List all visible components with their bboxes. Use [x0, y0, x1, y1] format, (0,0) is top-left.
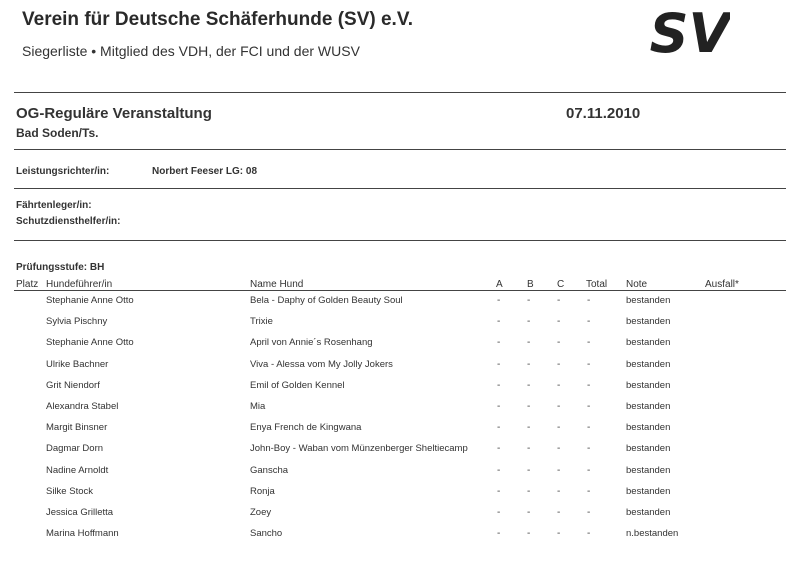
- col-header-dog: Name Hund: [250, 279, 304, 290]
- cell-dog: Emil of Golden Kennel: [250, 379, 345, 391]
- cell-c: -: [557, 316, 561, 328]
- cell-a: -: [497, 358, 501, 370]
- cell-dog: Trixie: [250, 316, 273, 328]
- cell-note: bestanden: [626, 485, 671, 497]
- cell-note: bestanden: [626, 443, 671, 455]
- cell-total: -: [587, 295, 591, 306]
- cell-b: -: [527, 443, 531, 455]
- judge-label: Leistungsrichter/in:: [16, 166, 110, 177]
- divider-event: [14, 149, 786, 150]
- cell-handler: Alexandra Stabel: [46, 401, 119, 412]
- cell-c: -: [557, 528, 561, 540]
- cell-note: bestanden: [626, 316, 671, 328]
- cell-total: -: [587, 507, 591, 518]
- cell-a: -: [497, 295, 501, 306]
- cell-c: -: [557, 401, 561, 412]
- cell-a: -: [497, 464, 501, 476]
- cell-b: -: [527, 422, 531, 434]
- cell-dog: Mia: [250, 401, 266, 412]
- cell-note: bestanden: [626, 295, 671, 306]
- cell-handler: Ulrike Bachner: [46, 358, 109, 370]
- cell-note: bestanden: [626, 401, 671, 412]
- cell-a: -: [497, 507, 501, 518]
- cell-total: -: [587, 401, 591, 412]
- cell-c: -: [557, 464, 561, 476]
- cell-total: -: [587, 337, 591, 349]
- cell-a: -: [497, 401, 501, 412]
- cell-c: -: [557, 337, 561, 349]
- cell-dog: Ronja: [250, 485, 275, 497]
- judge-value: Norbert Feeser LG: 08: [152, 166, 258, 177]
- cell-c: -: [557, 443, 561, 455]
- cell-b: -: [527, 464, 531, 476]
- cell-note: n.bestanden: [626, 528, 679, 540]
- cell-a: -: [497, 528, 501, 540]
- cell-total: -: [587, 443, 591, 455]
- divider-judge: [14, 188, 786, 189]
- divider-top: [14, 92, 786, 93]
- event-name: OG-Reguläre Veranstaltung: [16, 105, 212, 122]
- logo-lettering: SV: [650, 4, 730, 60]
- cell-dog: Enya French de Kingwana: [250, 422, 362, 434]
- cell-dog: Viva - Alessa vom My Jolly Jokers: [250, 358, 393, 370]
- event-location: Bad Soden/Ts.: [16, 126, 99, 140]
- cell-b: -: [527, 379, 531, 391]
- cell-handler: Grit Niendorf: [46, 379, 100, 391]
- cell-note: bestanden: [626, 422, 671, 434]
- col-header-note: Note: [626, 279, 648, 290]
- cell-c: -: [557, 507, 561, 518]
- cell-total: -: [587, 485, 591, 497]
- cell-handler: Margit Binsner: [46, 422, 108, 434]
- divider-table-header: [14, 290, 786, 291]
- tracklayer-label: Fährtenleger/in:: [16, 200, 92, 211]
- cell-b: -: [527, 358, 531, 370]
- cell-dog: Sancho: [250, 528, 283, 540]
- col-header-c: C: [557, 279, 565, 290]
- col-header-a: A: [496, 279, 503, 290]
- helper-label: Schutzdiensthelfer/in:: [16, 216, 121, 227]
- cell-note: bestanden: [626, 379, 671, 391]
- cell-c: -: [557, 422, 561, 434]
- cell-handler: Jessica Grilletta: [46, 507, 114, 518]
- cell-note: bestanden: [626, 358, 671, 370]
- cell-b: -: [527, 316, 531, 328]
- cell-c: -: [557, 485, 561, 497]
- cell-a: -: [497, 485, 501, 497]
- event-date: 07.11.2010: [566, 105, 641, 122]
- cell-a: -: [497, 379, 501, 391]
- cell-handler: Sylvia Pischny: [46, 316, 108, 328]
- cell-dog: April von Annie´s Rosenhang: [250, 337, 373, 349]
- cell-dog: John-Boy - Waban vom Münzenberger Sheltiecamp: [250, 443, 468, 455]
- cell-a: -: [497, 316, 501, 328]
- cell-dog: Bela - Daphy of Golden Beauty Soul: [250, 295, 403, 306]
- cell-handler: Dagmar Dorn: [46, 443, 104, 455]
- cell-c: -: [557, 295, 561, 306]
- cell-a: -: [497, 443, 501, 455]
- cell-dog: Ganscha: [250, 464, 289, 476]
- cell-a: -: [497, 422, 501, 434]
- cell-total: -: [587, 379, 591, 391]
- document-subtitle: Siegerliste • Mitglied des VDH, der FCI und der WUSV: [22, 43, 360, 59]
- cell-note: bestanden: [626, 464, 671, 476]
- cell-handler: Nadine Arnoldt: [46, 464, 109, 476]
- col-header-ausfall: Ausfall*: [705, 279, 739, 290]
- col-header-b: B: [527, 279, 534, 290]
- org-title: Verein für Deutsche Schäferhunde (SV) e.V.: [22, 9, 414, 30]
- cell-a: -: [497, 337, 501, 349]
- cell-b: -: [527, 485, 531, 497]
- cell-b: -: [527, 337, 531, 349]
- cell-total: -: [587, 528, 591, 540]
- cell-b: -: [527, 401, 531, 412]
- cell-c: -: [557, 358, 561, 370]
- cell-c: -: [557, 379, 561, 391]
- cell-b: -: [527, 507, 531, 518]
- cell-b: -: [527, 295, 531, 306]
- sv-logo-icon: [650, 4, 730, 60]
- cell-dog: Zoey: [250, 507, 272, 518]
- cell-total: -: [587, 464, 591, 476]
- col-header-handler: Hundeführer/in: [46, 279, 113, 290]
- cell-handler: Marina Hoffmann: [46, 528, 119, 540]
- cell-b: -: [527, 528, 531, 540]
- cell-handler: Stephanie Anne Otto: [46, 337, 134, 349]
- exam-level: Prüfungsstufe: BH: [16, 262, 105, 273]
- col-header-platz: Platz: [16, 279, 39, 290]
- cell-note: bestanden: [626, 507, 671, 518]
- divider-officials: [14, 240, 786, 241]
- col-header-total: Total: [586, 279, 608, 290]
- cell-total: -: [587, 316, 591, 328]
- cell-handler: Stephanie Anne Otto: [46, 295, 134, 306]
- cell-note: bestanden: [626, 337, 671, 349]
- cell-total: -: [587, 358, 591, 370]
- cell-total: -: [587, 422, 591, 434]
- cell-handler: Silke Stock: [46, 485, 93, 497]
